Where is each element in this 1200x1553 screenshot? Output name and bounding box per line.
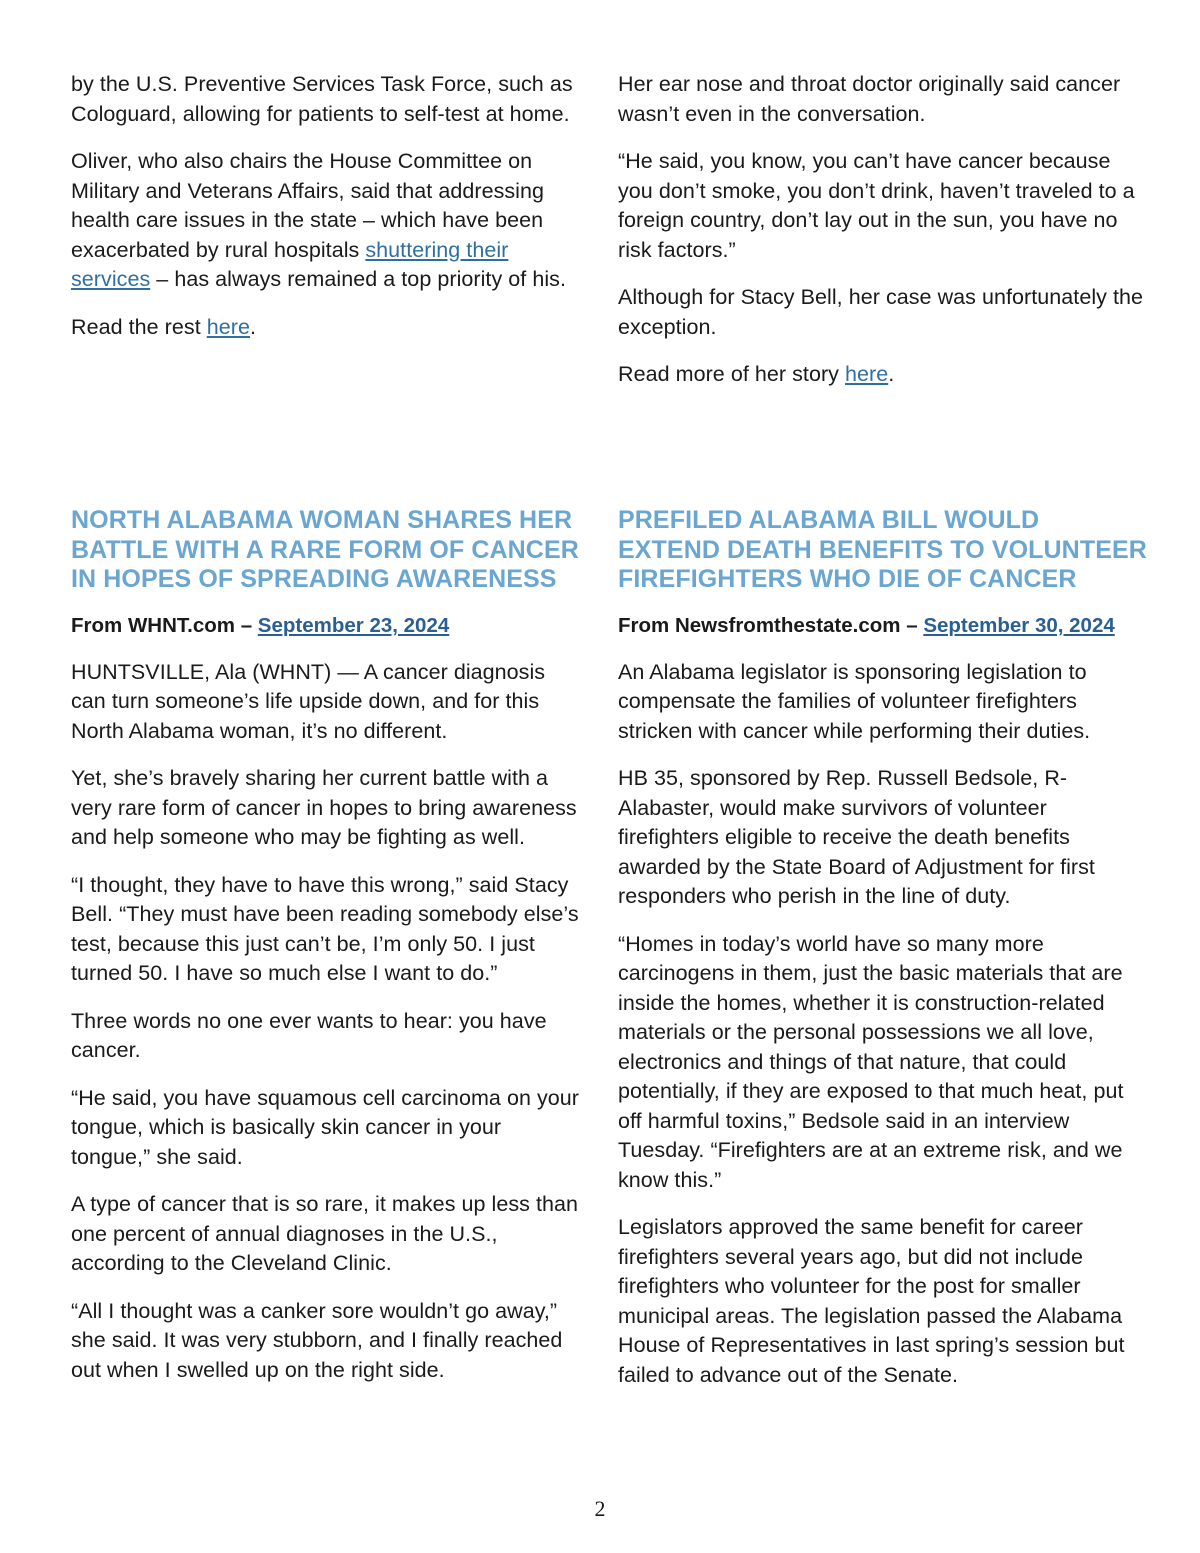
source-label: From WHNT.com –	[71, 613, 258, 637]
paragraph: Her ear nose and throat doctor originally said cancer wasn’t even in the conversation.	[618, 72, 1121, 126]
text: .	[249, 314, 257, 339]
paragraph: Legislators approved the same benefit for career firefighters several years ago, but did not include firefighters who volunteer for the post for smaller municipal areas. The legislation passed the Alabama House of Representatives in last spring’s session but failed to advance out of the Senate.	[618, 1215, 1125, 1387]
text: Read more of her story	[618, 362, 845, 386]
paragraph: “He said, you know, you can’t have cancer because you don’t smoke, you don’t drink, haven’t traveled to a foreign country, don’t lay out in the sun, you have no risk factors.”	[618, 149, 1135, 262]
text: – has always remained a top priority of his.	[150, 267, 566, 291]
read-more-story-link[interactable]: here	[845, 362, 889, 386]
shuttering-services-link[interactable]: shuttering their services	[71, 237, 509, 291]
article-source	[71, 611, 581, 640]
paragraph: HUNTSVILLE, Ala (WHNT) — A cancer diagnosis can turn someone’s life upside down, and for this North Alabama woman, it’s no different.	[71, 659, 546, 743]
paragraph: “I thought, they have to have this wrong,” said Stacy Bell. “They must have been reading somebody else’s test, because this just can’t be, I’m only 50. I just turned 50. I have so much else I want to do.”	[71, 872, 579, 985]
article-left	[71, 506, 581, 1403]
top-left-column	[71, 70, 581, 360]
source-date-link[interactable]: September 30, 2024	[923, 613, 1115, 637]
source-label: From Newsfromthestate.com –	[618, 613, 924, 637]
source-date-link[interactable]: September 23, 2024	[257, 613, 450, 637]
paragraph: A type of cancer that is so rare, it makes up less than one percent of annual diagnoses in the U.S., according to the Cleveland Clinic.	[71, 1192, 579, 1275]
read-rest-link[interactable]: here	[206, 314, 250, 339]
article-headline: PREFILED ALABAMA BILL WOULD EXTEND DEATH BENEFITS TO VOLUNTEER FIREFIGHTERS WHO DIE OF CANCER	[618, 506, 1147, 593]
text: Oliver, who also chairs the House Committee on Military and Veterans Affairs, said that addressing health care issues in the state – which have been exacerbated by rural hospitals	[71, 149, 545, 262]
paragraph: “Homes in today’s world have so many more carcinogens in them, just the basic materials that are inside the homes, whether it is construction-related materials or the personal possessions we all love, electronics and things of that nature, that could potentially, if they are exposed to that much heat, put off harmful toxins,” Bedsole said in an interview Tuesday. “Firefighters are at an extreme risk, and we know this.”	[618, 931, 1124, 1192]
paragraph: Three words no one ever wants to hear: you have cancer.	[71, 1008, 547, 1062]
paragraph: HB 35, sponsored by Rep. Russell Bedsole, R-Alabaster, would make survivors of volunteer firefighters eligible to receive the death benefits awarded by the State Board of Adjustment for first responders who perish in the line of duty.	[618, 766, 1095, 908]
top-right-column	[618, 70, 1148, 408]
article-headline: NORTH ALABAMA WOMAN SHARES HER BATTLE WITH A RARE FORM OF CANCER IN HOPES OF SPREADING AWARENESS	[71, 506, 579, 593]
paragraph	[618, 360, 1148, 390]
paragraph: by the U.S. Preventive Services Task Force, such as Cologuard, allowing for patients to self-test at home.	[71, 72, 573, 126]
paragraph: “All I thought was a canker sore wouldn’t go away,” she said. It was very stubborn, and I finally reached out when I swelled up on the right side.	[71, 1298, 563, 1382]
text: Read the rest	[71, 314, 207, 339]
paragraph	[71, 147, 581, 295]
page-number: 2	[594, 1496, 606, 1521]
paragraph: “He said, you have squamous cell carcinoma on your tongue, which is basically skin cancer in your tongue,” she said.	[71, 1085, 580, 1169]
text: .	[888, 362, 895, 386]
article-source	[618, 611, 1148, 640]
paragraph	[71, 313, 581, 343]
paragraph: Yet, she’s bravely sharing her current battle with a very rare form of cancer in hopes to bring awareness and help someone who may be fighting as well.	[71, 766, 577, 849]
paragraph: Although for Stacy Bell, her case was unfortunately the exception.	[618, 285, 1144, 339]
article-right	[618, 506, 1148, 1408]
paragraph: An Alabama legislator is sponsoring legislation to compensate the families of volunteer firefighters stricken with cancer while performing their duties.	[618, 659, 1091, 743]
